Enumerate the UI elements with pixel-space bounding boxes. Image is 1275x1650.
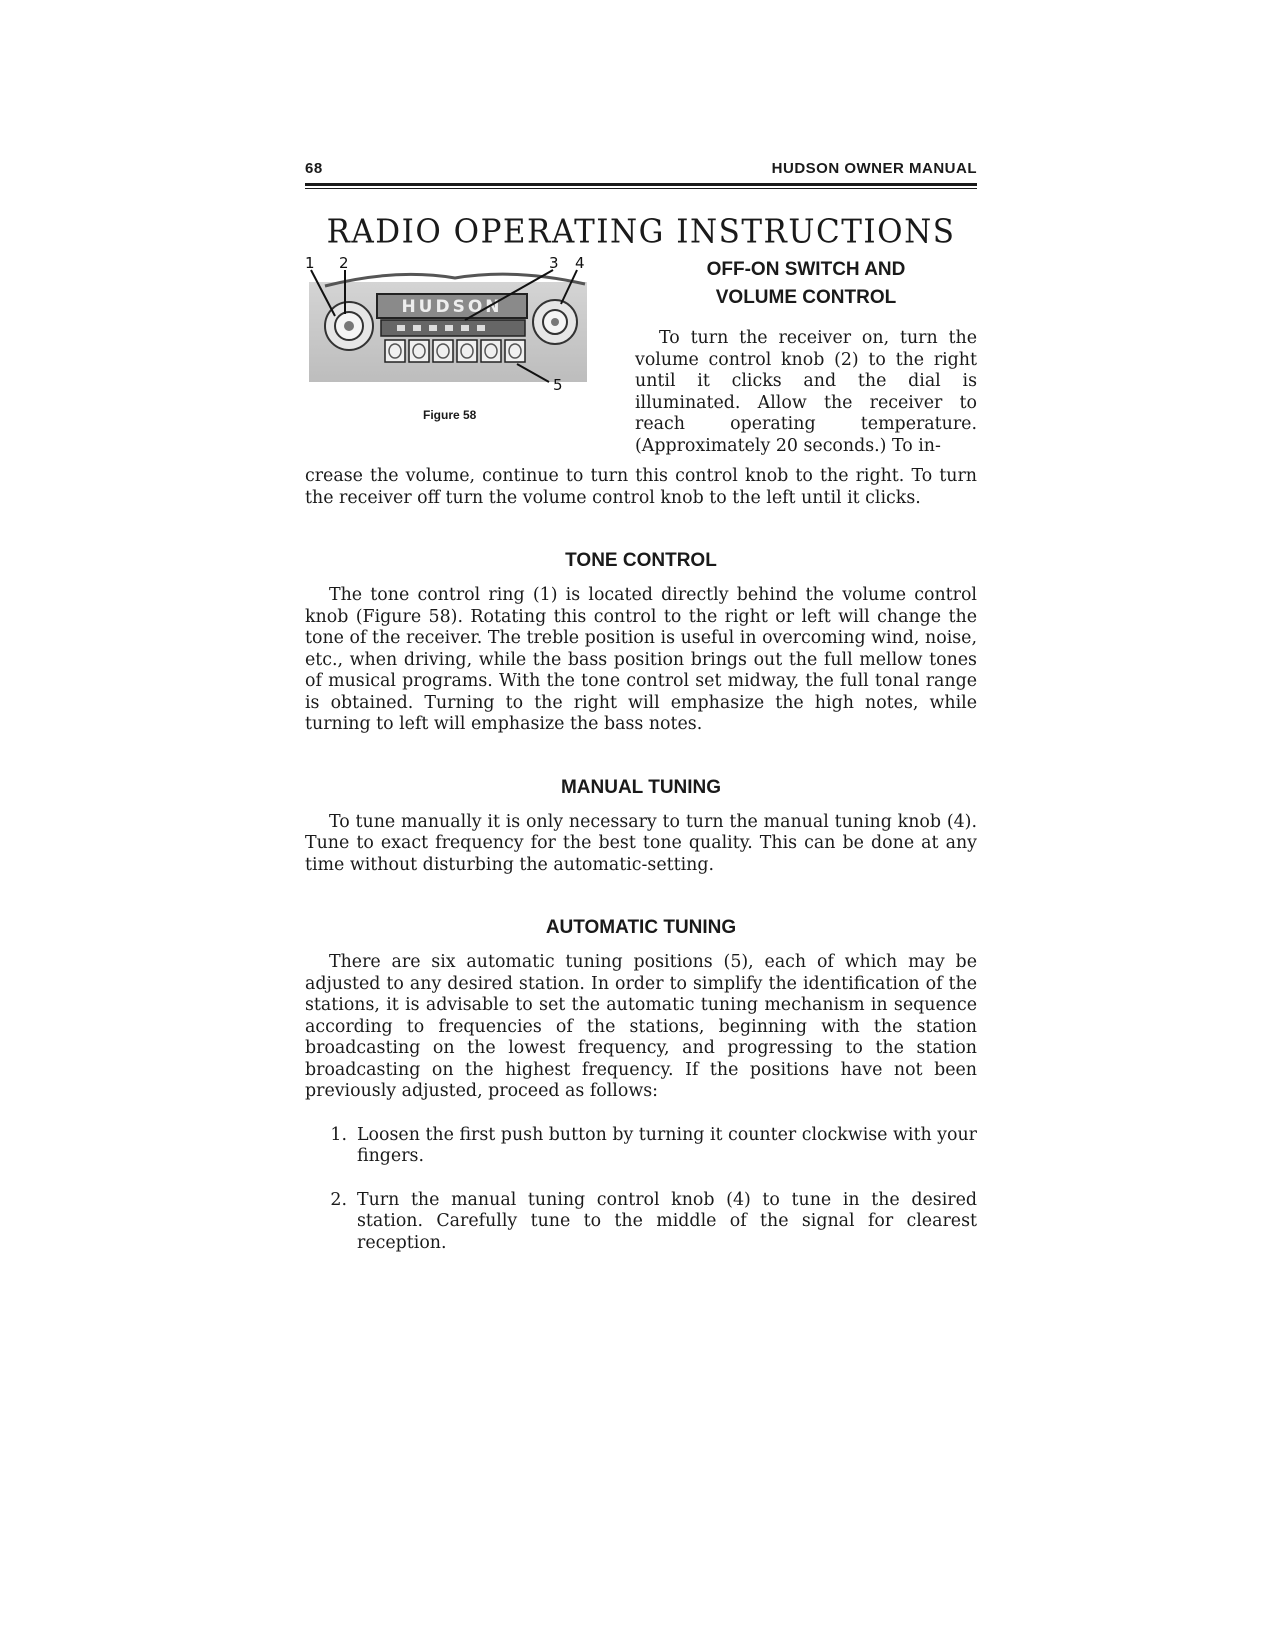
header-rule bbox=[305, 188, 977, 189]
off-on-text: To turn the receiver on, turn the volume control knob (2) to the right until it clicks and the dial is illuminated. Allow the receiver to reach operating temperature. (Approximately 20 seconds.) To in- bbox=[635, 328, 977, 456]
manual-title: HUDSON OWNER MANUAL bbox=[771, 160, 977, 177]
automatic-tuning-text: There are six automatic tuning positions (5), each of which may be adjusted to any desired station. In order to simplify the identification of the stations, it is advisable to set the automatic tuning mechanism in sequence according to frequencies of the stations, beginning with the station broadcasting on the lowest frequency, and progressing to the station broadcasting on the highest frequency. If the positions have not been previously adjusted, proceed as follows: bbox=[305, 952, 977, 1101]
list-item bbox=[305, 1190, 977, 1255]
callout-1: 1 bbox=[305, 256, 315, 272]
automatic-tuning-section bbox=[305, 914, 977, 1254]
step-text: Loosen the first push button by turning it counter clockwise with your fingers. bbox=[357, 1124, 977, 1166]
manual-page bbox=[305, 160, 977, 1276]
callout-5: 5 bbox=[553, 376, 563, 394]
callout-4: 4 bbox=[575, 256, 585, 272]
manual-tuning-text: To tune manually it is only necessary to turn the manual tuning knob (4). Tune to exact frequency for the best tone quality. This can be done at any time without disturbing the automatic-setting. bbox=[305, 811, 977, 875]
off-on-text-continued: crease the volume, continue to turn this control knob to the right. To turn the receiver off turn the volume control knob to the left until it clicks. bbox=[305, 466, 977, 508]
tuning-knob bbox=[533, 300, 577, 344]
callout-3: 3 bbox=[549, 256, 559, 272]
tone-control-section bbox=[305, 547, 977, 736]
step-list bbox=[305, 1125, 977, 1255]
radio-figure bbox=[305, 256, 615, 431]
tone-control-heading: TONE CONTROL bbox=[565, 550, 717, 571]
manual-tuning-section bbox=[305, 774, 977, 877]
intro-block bbox=[305, 256, 977, 466]
page-title: RADIO OPERATING INSTRUCTIONS bbox=[326, 213, 956, 251]
page-number: 68 bbox=[305, 160, 323, 177]
figure-caption: Figure 58 bbox=[423, 408, 477, 422]
step-number: 2. bbox=[330, 1189, 347, 1210]
callout-2: 2 bbox=[339, 256, 349, 272]
step-text: Turn the manual tuning control knob (4) to tune in the desired station. Carefully tune to the middle of the signal for clearest reception. bbox=[357, 1189, 977, 1253]
automatic-tuning-heading: AUTOMATIC TUNING bbox=[545, 917, 737, 938]
manual-tuning-heading: MANUAL TUNING bbox=[560, 776, 722, 798]
off-on-heading-line2: VOLUME CONTROL bbox=[715, 287, 897, 308]
tone-control-text: The tone control ring (1) is located directly behind the volume control knob (Figure 58). Rotating this control to the right or left will change the tone of the receiver. The treble position is useful in overcoming wind, noise, etc., when driving, while the bass position brings out the full mellow tones of musical programs. With the tone control set midway, the full tonal range is obtained. Turning to the right will emphasize the high notes, while turning to left will emphasize the bass notes. bbox=[305, 585, 977, 734]
list-item bbox=[305, 1125, 977, 1168]
radio-illustration bbox=[305, 256, 615, 406]
nameplate-text: HUDSON bbox=[401, 297, 503, 317]
step-number: 1. bbox=[330, 1124, 347, 1145]
running-head bbox=[305, 160, 977, 186]
off-on-heading-line1: OFF-ON SWITCH AND bbox=[706, 259, 906, 280]
off-on-column bbox=[635, 256, 977, 457]
